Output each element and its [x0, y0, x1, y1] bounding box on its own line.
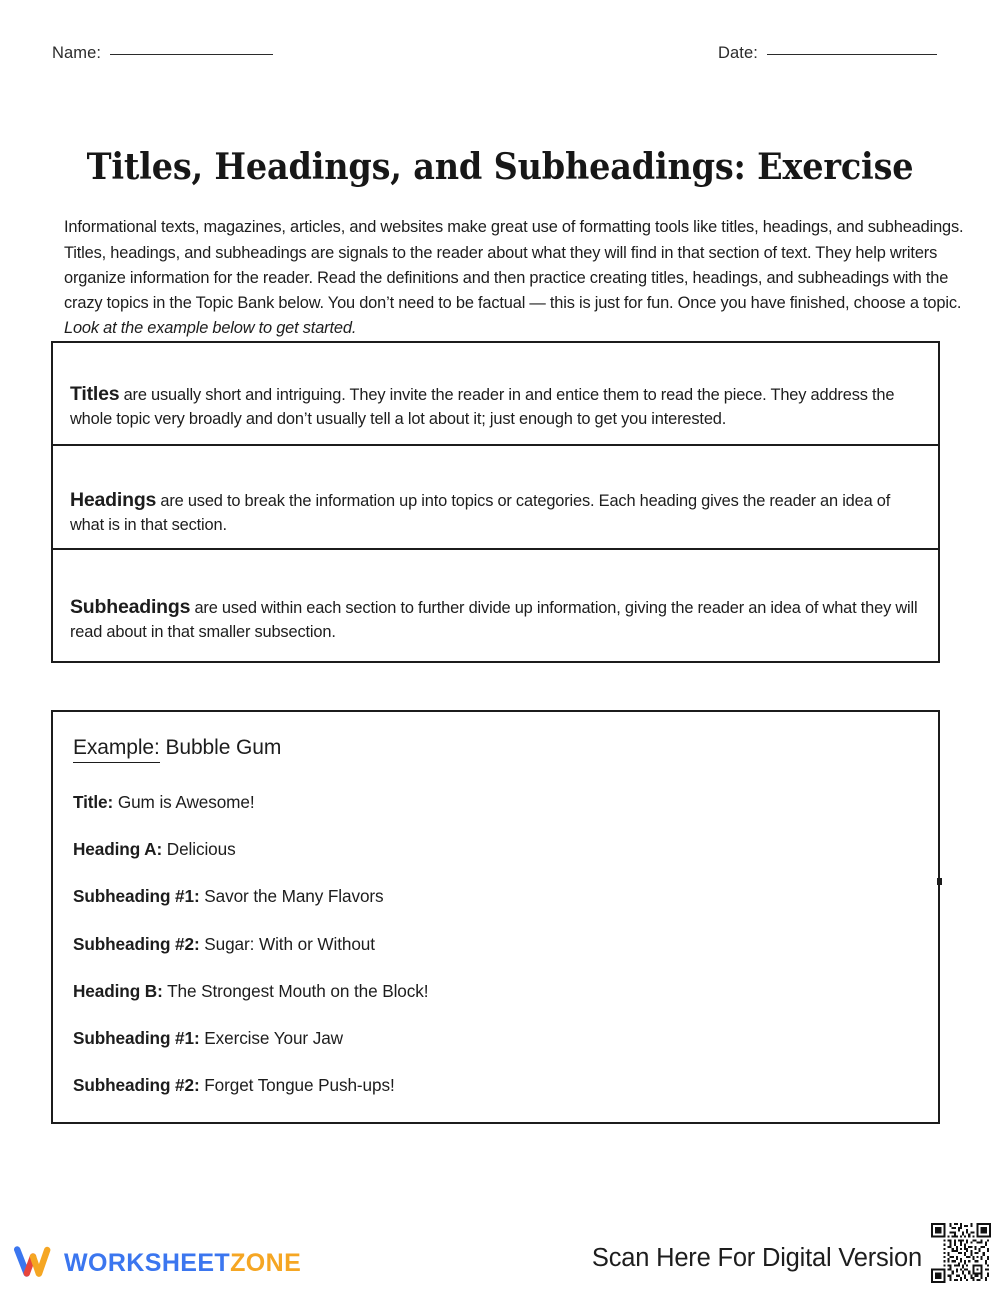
- list-item-value: Exercise Your Jaw: [199, 1028, 343, 1049]
- example-topic: Bubble Gum: [159, 736, 282, 759]
- example-box: [51, 710, 940, 1124]
- list-item: [73, 841, 938, 858]
- example-list: [73, 794, 938, 1094]
- definition-body: are used within each section to further divide up information, giving the reader an idea of what they will read about in that smaller subsection.: [70, 599, 918, 642]
- date-write-line[interactable]: [767, 54, 937, 55]
- list-item-label: Title:: [73, 792, 114, 812]
- list-item-label: Subheading #1:: [73, 1028, 200, 1049]
- list-item-value: Gum is Awesome!: [113, 792, 255, 812]
- worksheetzone-logo[interactable]: [14, 1246, 301, 1280]
- brand-primary: WORKSHEET: [64, 1248, 231, 1277]
- definition-text: [70, 488, 921, 537]
- name-write-line[interactable]: [110, 54, 273, 55]
- list-item-label: Subheading #2:: [73, 1075, 200, 1096]
- definition-row-subheadings: [53, 550, 938, 661]
- list-item-value: Sugar: With or Without: [199, 933, 375, 954]
- list-item-label: Heading A:: [73, 839, 163, 860]
- date-label: Date:: [718, 44, 758, 62]
- scan-prompt-text: Scan Here For Digital Version: [591, 1244, 922, 1272]
- example-heading: [73, 736, 938, 760]
- list-item-value: Delicious: [162, 839, 236, 860]
- list-item-label: Subheading #1:: [73, 886, 200, 907]
- brand-secondary: ZONE: [230, 1248, 302, 1277]
- list-item: [73, 794, 938, 811]
- list-item-value: Forget Tongue Push-ups!: [199, 1075, 395, 1096]
- page-footer: [0, 1216, 1000, 1294]
- list-item-value: Savor the Many Flavors: [199, 886, 384, 907]
- name-field[interactable]: [52, 44, 273, 63]
- student-info-row: [0, 44, 1000, 78]
- definition-term: Headings: [70, 489, 157, 512]
- definition-row-headings: [53, 446, 938, 550]
- intro-emphasis: Look at the example below to get started.: [64, 319, 357, 338]
- list-item: [73, 1077, 938, 1094]
- list-item: [73, 1030, 938, 1047]
- border-artifact: [937, 878, 942, 885]
- page-title: Titles, Headings, and Subheadings: Exercise: [86, 146, 914, 189]
- w-logo-icon: [14, 1246, 54, 1280]
- list-item: [73, 888, 938, 905]
- list-item: [73, 933, 938, 954]
- definition-term: Titles: [70, 383, 120, 406]
- definitions-table: [51, 341, 940, 663]
- list-item: [73, 980, 938, 1001]
- qr-code[interactable]: [928, 1220, 994, 1286]
- list-item-label: Subheading #2:: [73, 933, 200, 954]
- intro-paragraph: [64, 215, 970, 341]
- name-label: Name:: [52, 44, 102, 62]
- list-item-label: Heading B:: [73, 980, 163, 1001]
- list-item-value: The Strongest Mouth on the Block!: [162, 980, 429, 1001]
- definition-body: are usually short and intriguing. They invite the reader in and entice them to read the piece. They address the whole topic very broadly and don’t usually tell a lot about it; just enough to get you interested.: [70, 386, 895, 429]
- date-field[interactable]: [718, 44, 937, 63]
- brand-wordmark: [64, 1249, 301, 1278]
- example-label: Example:: [73, 736, 160, 763]
- definition-body: are used to break the information up into topics or categories. Each heading gives the reader an idea of what is in that section.: [70, 492, 891, 535]
- definition-text: [70, 595, 921, 644]
- definition-text: [70, 382, 921, 431]
- intro-body: Informational texts, magazines, articles, and websites make great use of formatting tools like titles, headings, and subheadings. Titles, headings, and subheadings are signals to the reader about what they will find in that section of text. They help writers organize information for the reader. Read the definitions and then practice creating titles, headings, and subheadings with the crazy topics in the Topic Bank below. You don’t need to be factual — this is just for fun. Once you have finished, choose a topic.: [64, 218, 964, 312]
- definition-term: Subheadings: [70, 596, 191, 619]
- definition-row-titles: [53, 343, 938, 446]
